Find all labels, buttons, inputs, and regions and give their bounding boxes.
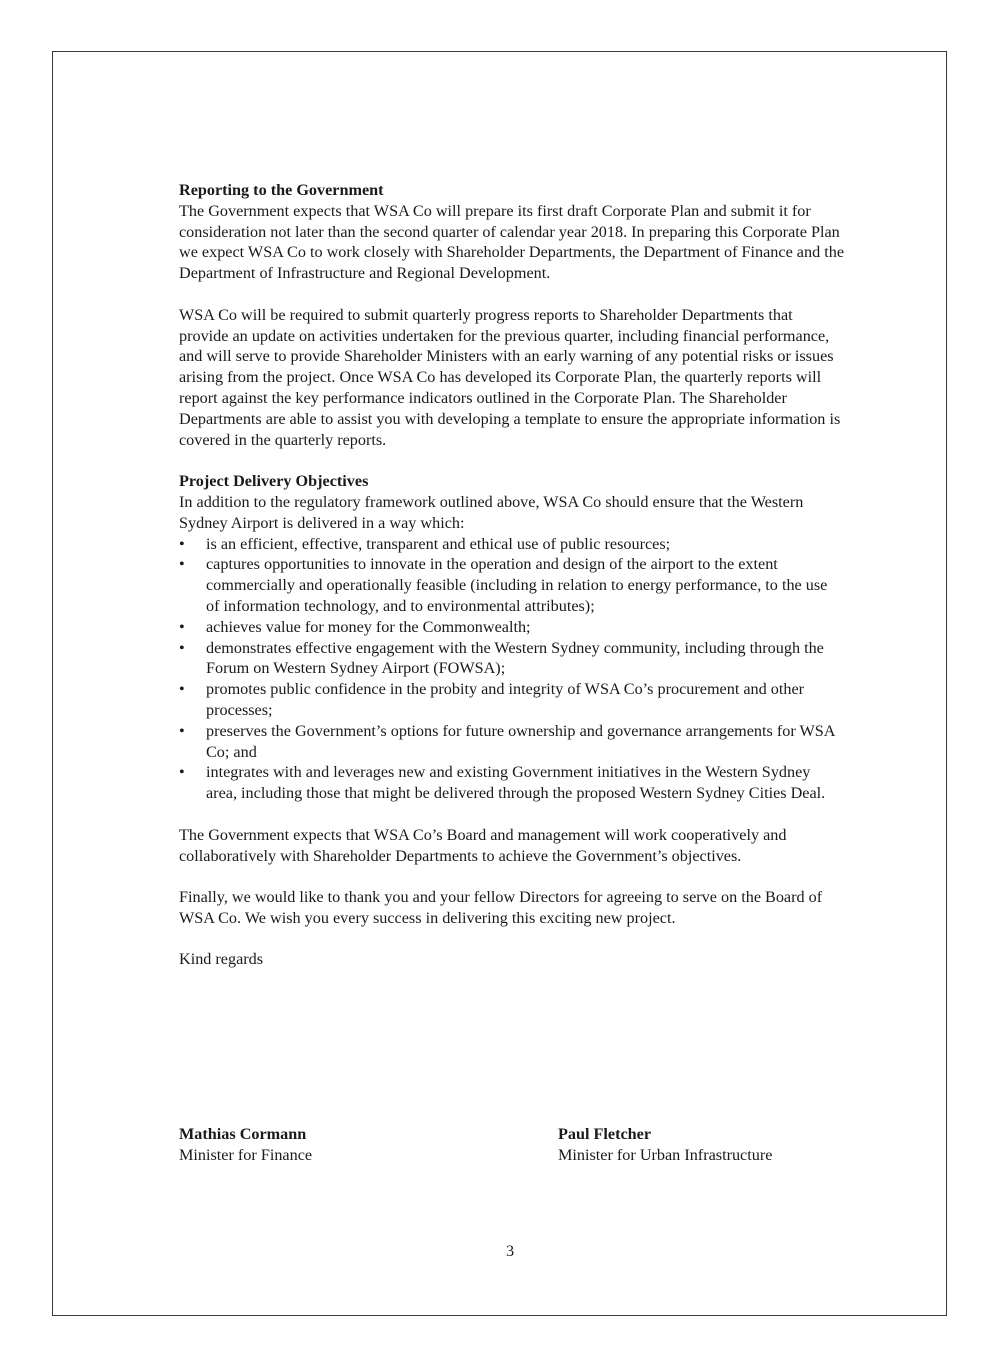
list-item — [179, 617, 844, 638]
signatory-title: Minister for Finance — [179, 1145, 313, 1164]
list-item — [179, 762, 844, 804]
page-number: 3 — [505, 1242, 515, 1260]
list-item-text: demonstrates effective engagement with the Western Sydney community, including through the Forum on Western Sydney Airport (FOWSA); — [206, 638, 824, 678]
list-item — [179, 554, 844, 616]
letter-body — [179, 180, 844, 970]
list-item-text: promotes public confidence in the probity and integrity of WSA Co’s procurement and other processes; — [206, 680, 805, 719]
bullet-icon: • — [179, 617, 185, 636]
reporting-heading: Reporting to the Government — [179, 181, 384, 199]
list-item-text: captures opportunities to innovate in the operation and design of the airport to the extent commercially and operationally feasible (including in relation to energy performance, to the use of information technology, and to environmental attributes); — [206, 555, 828, 615]
list-item — [179, 721, 844, 763]
signatory-title: Minister for Urban Infrastructure — [558, 1145, 773, 1164]
list-item-text: achieves value for money for the Commonwealth; — [206, 617, 531, 636]
bullet-icon: • — [179, 763, 185, 782]
list-item — [179, 638, 844, 680]
reporting-paragraph-2: WSA Co will be required to submit quarterly progress reports to Shareholder Departments that provide an update on activities undertaken for the previous quarter, including financial performance, and will serve to provide Shareholder Ministers with an early warning of any potential risks or issues arising from the project. Once WSA Co has developed its Corporate Plan, the quarterly reports will report against the key performance indicators outlined in the Corporate Plan. The Shareholder Departments are able to assist you with developing a template to ensure the appropriate information is covered in the quarterly reports. — [179, 305, 841, 449]
objectives-intro: In addition to the regulatory framework outlined above, WSA Co should ensure that the Western Sydney Airport is delivered in a way which: — [179, 492, 804, 532]
salutation: Kind regards — [179, 950, 264, 969]
list-item-text: preserves the Government’s options for future ownership and governance arrangements for WSA Co; and — [206, 721, 835, 761]
signatory-name: Mathias Cormann — [179, 1125, 307, 1143]
list-item-text: integrates with and leverages new and existing Government initiatives in the Western Sydney area, including those that might be delivered through the proposed Western Sydney Cities Deal. — [206, 763, 826, 803]
list-item-text: is an efficient, effective, transparent and ethical use of public resources; — [206, 534, 671, 553]
bullet-icon: • — [179, 680, 185, 699]
closing-paragraph-2: Finally, we would like to thank you and your fellow Directors for agreeing to serve on the Board of WSA Co. We wish you every success in delivering this exciting new project. — [179, 888, 823, 927]
list-item — [179, 534, 844, 555]
signatory-left — [179, 1124, 312, 1166]
signatory-right — [558, 1124, 772, 1166]
reporting-paragraph-1: The Government expects that WSA Co will prepare its first draft Corporate Plan and submit it for consideration not later than the second quarter of calendar year 2018. In preparing this Corporate Plan we expect WSA Co to work closely with Shareholder Departments, the Department of Finance and the Department of Infrastructure and Regional Development. — [179, 201, 845, 283]
closing-paragraph-1: The Government expects that WSA Co’s Board and management will work cooperatively and collaboratively with Shareholder Departments to achieve the Government’s objectives. — [179, 825, 787, 865]
bullet-icon: • — [179, 555, 185, 574]
bullet-icon: • — [179, 534, 185, 553]
objectives-heading: Project Delivery Objectives — [179, 472, 369, 491]
objectives-list — [179, 534, 844, 804]
bullet-icon: • — [179, 721, 185, 740]
signatory-name: Paul Fletcher — [558, 1125, 652, 1143]
list-item — [179, 679, 844, 721]
bullet-icon: • — [179, 638, 185, 657]
